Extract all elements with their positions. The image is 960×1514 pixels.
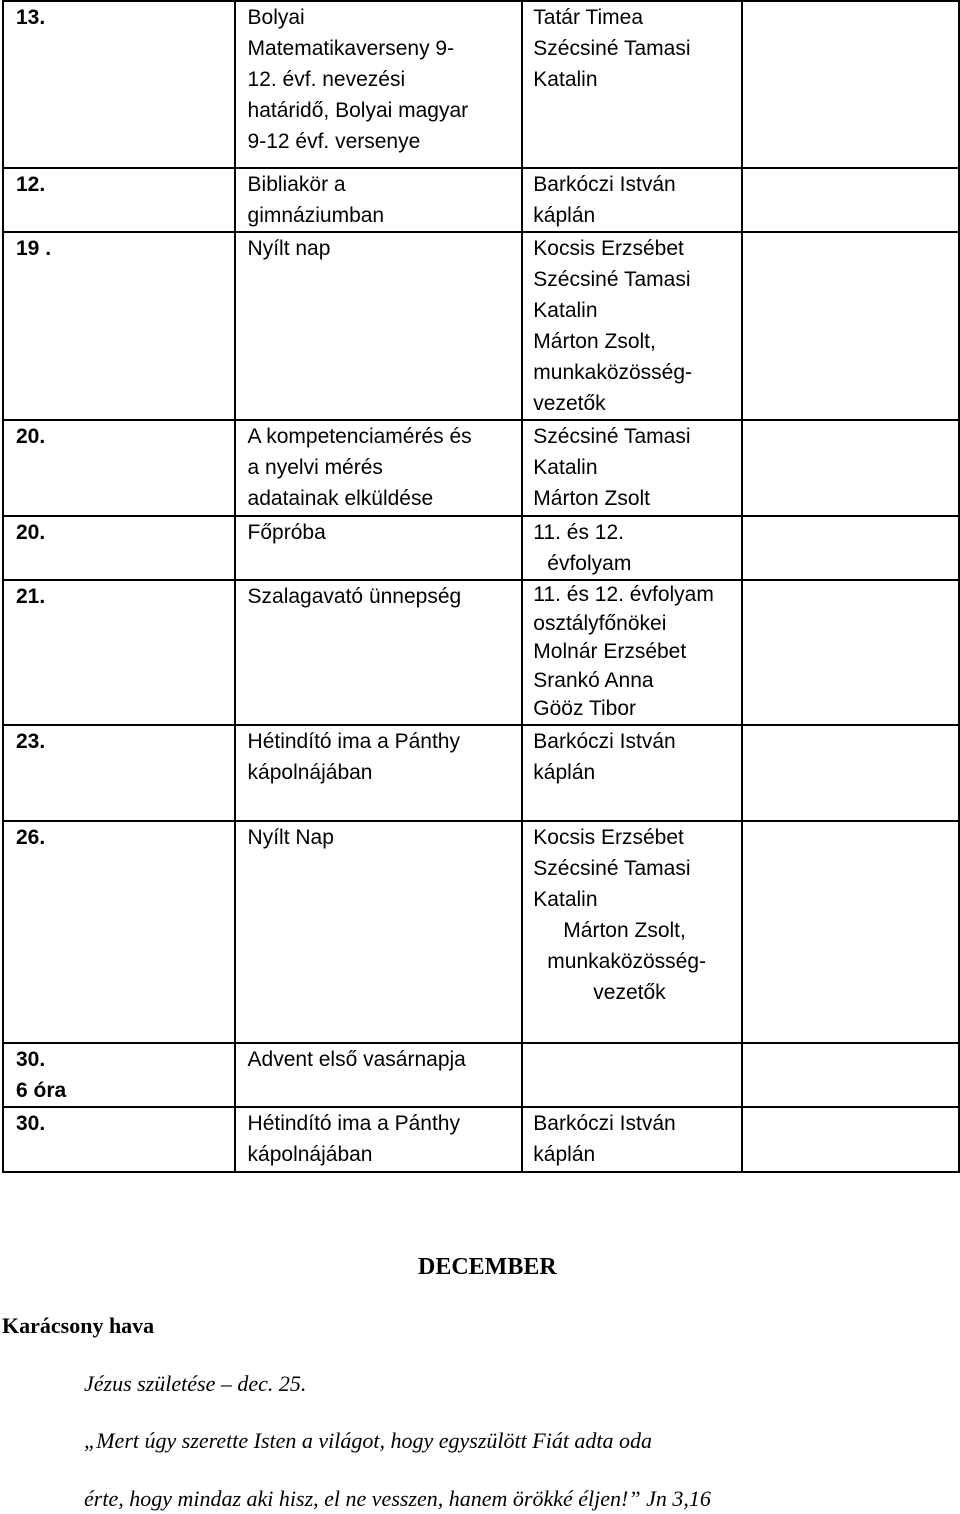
responsible-cell — [522, 516, 742, 580]
responsible-text: Barkóczi István — [533, 173, 676, 196]
event-cell — [235, 1107, 523, 1172]
month-subheading: Karácsony hava — [2, 1313, 155, 1338]
event-text: Nyílt Nap — [247, 825, 334, 849]
quote-line-2: érte, hogy mindaz aki hisz, el ne vesszen, hanem örökké éljen!” Jn 3,16 — [84, 1486, 711, 1511]
empty-cell — [742, 516, 959, 580]
schedule-table — [2, 0, 960, 1173]
table-row — [3, 168, 959, 232]
event-text: Bolyai — [247, 6, 305, 29]
responsible-text: Katalin — [533, 887, 598, 911]
day-cell — [3, 516, 235, 580]
responsible-text: Szécsiné Tamasi — [533, 37, 691, 60]
day-cell — [3, 1, 235, 168]
responsible-text: osztályfőnökei — [533, 611, 667, 635]
day-number: 19 . — [16, 237, 52, 260]
day-cell — [3, 725, 235, 821]
responsible-text: káplán — [533, 760, 596, 784]
event-text: 12. évf. nevezési — [247, 68, 406, 91]
event-text: határidő, Bolyai magyar — [247, 99, 469, 122]
responsible-cell — [522, 232, 742, 420]
responsible-text: Barkóczi István — [533, 729, 676, 753]
day-number: 23. — [16, 729, 46, 753]
event-cell — [235, 168, 523, 232]
responsible-text: Szécsiné Tamasi — [533, 268, 691, 291]
day-number: 12. — [16, 173, 46, 196]
event-text: Szalagavató ünnepség — [247, 585, 462, 608]
empty-cell — [742, 1107, 959, 1172]
event-cell — [235, 420, 523, 516]
event-cell — [235, 580, 523, 725]
feast-line: Jézus születése – dec. 25. — [84, 1371, 307, 1396]
responsible-cell — [522, 1107, 742, 1172]
event-text: kápolnájában — [247, 1142, 373, 1166]
responsible-text: 11. és 12. — [533, 521, 624, 544]
responsible-text: vezetők — [533, 392, 606, 415]
responsible-text: Szécsiné Tamasi — [533, 425, 691, 448]
day-cell — [3, 580, 235, 725]
day-cell — [3, 420, 235, 516]
event-text: Főpróba — [247, 521, 326, 544]
table-row — [3, 420, 959, 516]
event-cell — [235, 516, 523, 580]
event-text: 9-12 évf. versenye — [247, 130, 421, 153]
responsible-cell — [522, 725, 742, 821]
table-row — [3, 1, 959, 168]
day-number: 13. — [16, 6, 46, 29]
table-row — [3, 821, 959, 1043]
responsible-text: Barkóczi István — [533, 1111, 676, 1135]
empty-cell — [742, 1, 959, 168]
event-cell — [235, 1043, 523, 1107]
event-text: Advent első vasárnapja — [247, 1047, 466, 1071]
event-text: Hétindító ima a Pánthy — [247, 729, 460, 753]
day-cell — [3, 168, 235, 232]
responsible-text: Katalin — [533, 299, 598, 322]
event-text: gimnáziumban — [247, 204, 385, 227]
quote-line-1: „Mert úgy szerette Isten a világot, hogy egyszülött Fiát adta oda — [84, 1428, 653, 1453]
empty-cell — [742, 821, 959, 1043]
month-heading: DECEMBER — [418, 1254, 557, 1280]
day-cell — [3, 821, 235, 1043]
responsible-text: évfolyam — [547, 552, 632, 575]
responsible-text: Kocsis Erzsébet — [533, 825, 684, 849]
responsible-text: káplán — [533, 204, 596, 227]
responsible-cell — [522, 1, 742, 168]
event-text: adatainak elküldése — [247, 487, 434, 510]
table-row — [3, 580, 959, 725]
responsible-cell — [522, 580, 742, 725]
responsible-cell — [522, 420, 742, 516]
event-text: Matematikaverseny 9- — [247, 37, 455, 60]
day-number: 30. — [16, 1047, 46, 1071]
day-cell — [3, 232, 235, 420]
day-cell — [3, 1107, 235, 1172]
day-number: 20. — [16, 521, 46, 544]
table-row — [3, 1043, 959, 1107]
responsible-cell — [522, 168, 742, 232]
responsible-text: Márton Zsolt — [533, 487, 650, 510]
responsible-text: Tatár Timea — [533, 6, 644, 29]
responsible-cell — [522, 1043, 742, 1107]
event-cell — [235, 1, 523, 168]
table-row — [3, 1107, 959, 1172]
responsible-text: Katalin — [533, 456, 598, 479]
responsible-text: munkaközösség- — [547, 949, 707, 973]
empty-cell — [742, 725, 959, 821]
responsible-text: Srankó Anna — [533, 668, 654, 692]
empty-cell — [742, 580, 959, 725]
event-text: Nyílt nap — [247, 237, 331, 260]
responsible-text: Gööz Tibor — [533, 697, 637, 720]
day-number: 26. — [16, 825, 46, 849]
empty-cell — [742, 420, 959, 516]
day-cell — [3, 1043, 235, 1107]
empty-cell — [742, 168, 959, 232]
responsible-text: Márton Zsolt, — [563, 918, 686, 942]
responsible-text: munkaközösség- — [533, 361, 693, 384]
event-cell — [235, 821, 523, 1043]
table-row — [3, 516, 959, 580]
event-text: Hétindító ima a Pánthy — [247, 1111, 460, 1135]
event-cell — [235, 725, 523, 821]
responsible-cell — [522, 821, 742, 1043]
event-text: kápolnájában — [247, 760, 373, 784]
day-number: 30. — [16, 1111, 46, 1135]
table-row — [3, 725, 959, 821]
responsible-text: Márton Zsolt, — [533, 330, 656, 353]
responsible-text: Kocsis Erzsébet — [533, 237, 684, 260]
responsible-text: Katalin — [533, 68, 598, 91]
day-number: 20. — [16, 425, 46, 448]
event-cell — [235, 232, 523, 420]
day-time: 6 óra — [16, 1078, 67, 1102]
responsible-text: Szécsiné Tamasi — [533, 856, 691, 880]
event-text: A kompetenciamérés és — [247, 425, 472, 448]
event-text: Bibliakör a — [247, 173, 346, 196]
day-number: 21. — [16, 585, 46, 608]
table-row — [3, 232, 959, 420]
responsible-text: vezetők — [593, 980, 666, 1004]
responsible-text: káplán — [533, 1142, 596, 1166]
empty-cell — [742, 1043, 959, 1107]
event-text: a nyelvi mérés — [247, 456, 383, 479]
responsible-text: 11. és 12. évfolyam — [533, 583, 714, 606]
responsible-text: Molnár Erzsébet — [533, 640, 687, 663]
empty-cell — [742, 232, 959, 420]
